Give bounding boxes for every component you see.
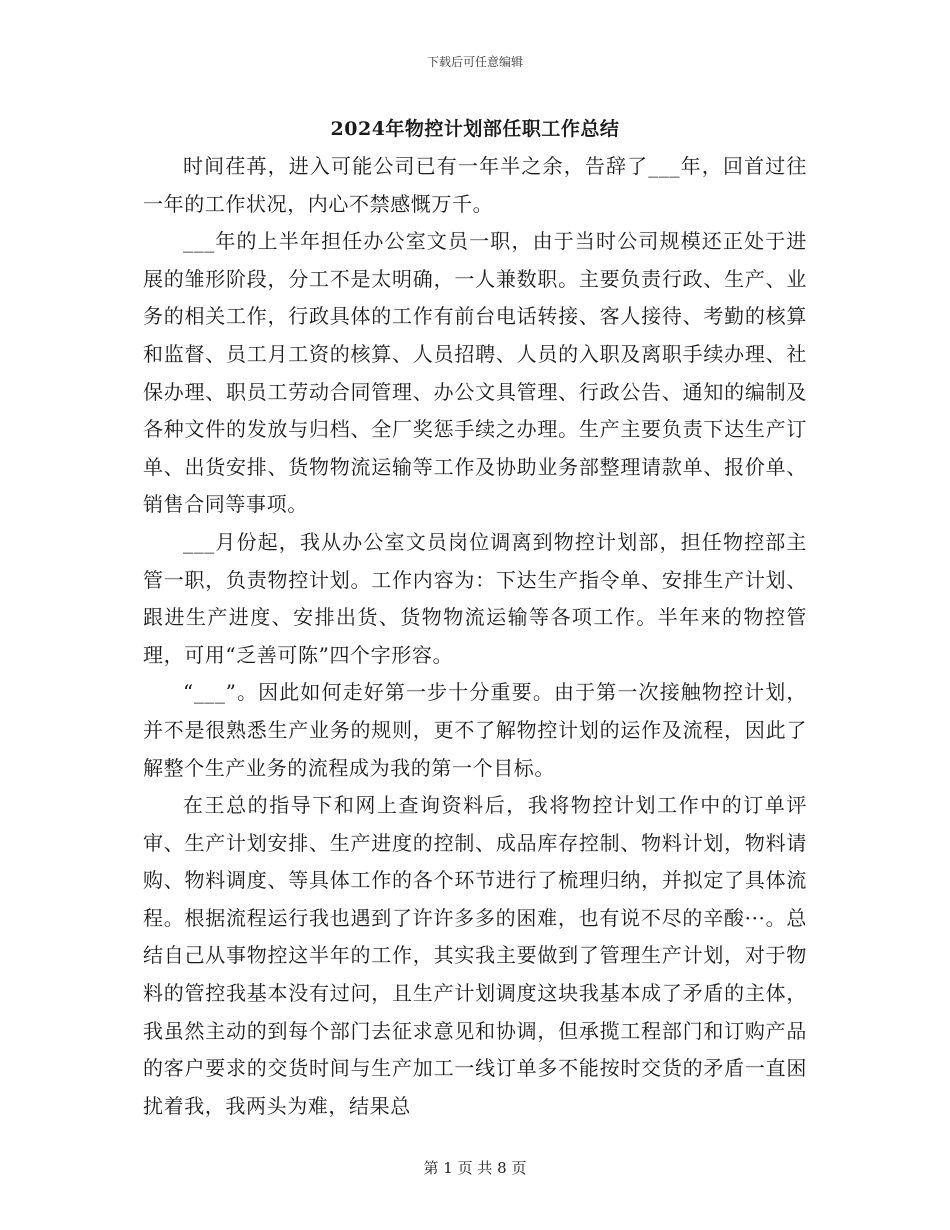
paragraph-5: 在王总的指导下和网上查询资料后，我将物控计划工作中的订单评审、生产计划安排、生产进度的控制、成品库存控制、物料计划，物料请购、物料调度、等具体工作的各个环节进行了梳理归纳，并拟定了具体流程。根据流程运行我也遇到了许许多多的困难，也有说不尽的辛酸···。总结自己从事物控这半年的工作，其实我主要做到了管理生产计划，对于物料的管控我基本没有过问，且生产计划调度这块我基本成了矛盾的主体，我虽然主动的到每个部门去征求意见和协调，但承揽工程部门和订购产品的客户要求的交货时间与生产加工一线订单多不能按时交货的矛盾一直困扰着我，我两头为难，结果总 — [143, 793, 807, 1118]
paragraph-4: “___”。因此如何走好第一步十分重要。由于第一次接触物控计划，并不是很熟悉生产业务的规则，更不了解物控计划的运作及流程，因此了解整个生产业务的流程成为我的第一个目标。 — [143, 680, 807, 780]
document-body — [143, 148, 807, 1125]
paragraph-1: 时间荏苒，进入可能公司已有一年半之余，告辞了___年，回首过往一年的工作状况，内心不禁感慨万千。 — [143, 154, 807, 216]
page-number-footer: 第 1 页 共 8 页 — [423, 1159, 527, 1177]
paragraph-2: ___年的上半年担任办公室文员一职，由于当时公司规模还正处于进展的雏形阶段，分工不是太明确，一人兼数职。主要负责行政、生产、业务的相关工作，行政具体的工作有前台电话转接、客人接待、考勤的核算和监督、员工月工资的核算、人员招聘、人员的入职及离职手续办理、社保办理、职员工劳动合同管理、办公文具管理、行政公告、通知的编制及各种文件的发放与归档、全厂奖惩手续之办理。生产主要负责下达生产订单、出货安排、货物物流运输等工作及协助业务部整理请款单、报价单、销售合同等事项。 — [143, 229, 807, 517]
paragraph-3: ___月份起，我从办公室文员岗位调离到物控计划部，担任物控部主管一职，负责物控计划。工作内容为：下达生产指令单、安排生产计划、跟进生产进度、安排出货、货物物流运输等各项工作。半年来的物控管理，可用“乏善可陈”四个字形容。 — [143, 529, 807, 667]
document-title: 2024年物控计划部任职工作总结 — [330, 118, 620, 140]
header-note: 下载后可任意编辑 — [426, 55, 523, 69]
